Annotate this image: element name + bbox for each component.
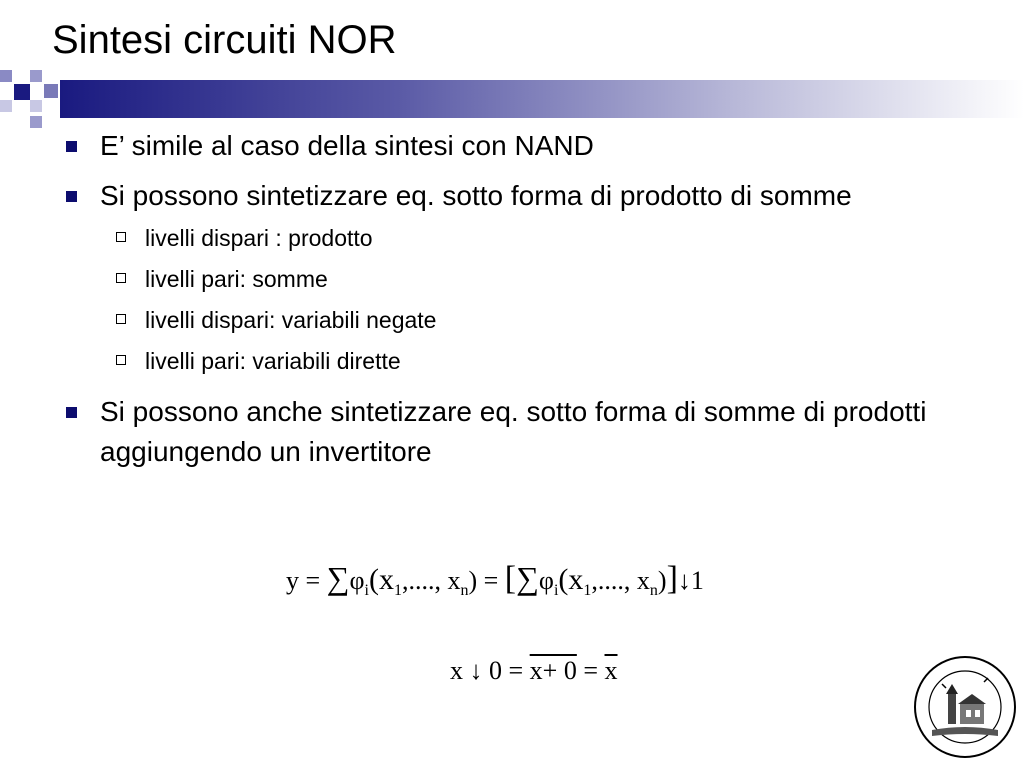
hollow-square-bullet-icon — [116, 355, 126, 365]
sub-bullet-text: livelli pari: variabili dirette — [145, 348, 401, 374]
hollow-square-bullet-icon — [116, 232, 126, 242]
bullet-list — [60, 126, 980, 482]
sub-bullet-item — [100, 259, 980, 300]
bullet-item — [60, 126, 980, 166]
university-seal-logo — [912, 654, 1018, 765]
square-bullet-icon — [66, 191, 77, 202]
square-bullet-icon — [66, 407, 77, 418]
bullet-text: E’ simile al caso della sintesi con NAND — [100, 130, 594, 161]
decorative-header-bar — [0, 70, 1024, 130]
sub-bullet-text: livelli dispari: variabili negate — [145, 307, 437, 333]
sub-bullet-text: livelli pari: somme — [145, 266, 328, 292]
sub-bullet-item — [100, 300, 980, 341]
hollow-square-bullet-icon — [116, 273, 126, 283]
hollow-square-bullet-icon — [116, 314, 126, 324]
bullet-text: Si possono sintetizzare eq. sotto forma di prodotto di somme — [100, 180, 852, 211]
bullet-item — [60, 176, 980, 382]
sub-bullet-item — [100, 218, 980, 259]
equation-nor-with-zero: x ↓ $0 = x+ 0 = \overline{x}$ — [450, 656, 618, 685]
sub-bullet-list — [100, 218, 980, 382]
square-bullet-icon — [66, 141, 77, 152]
sub-bullet-text: livelli dispari : prodotto — [145, 225, 373, 251]
equation-sum-of-products: $y = \sum\varphi_i(x_1$,...., $x_n) = [\sum\varphi_i(x_1$,...., $x_n)]↓1$ — [286, 560, 704, 599]
sub-bullet-item — [100, 341, 980, 382]
slide-title: Sintesi circuiti NOR — [52, 18, 397, 62]
bullet-text: Si possono anche sintetizzare eq. sotto forma di somme di prodotti aggiungendo un invertitore — [100, 396, 927, 467]
bullet-item — [60, 392, 980, 472]
